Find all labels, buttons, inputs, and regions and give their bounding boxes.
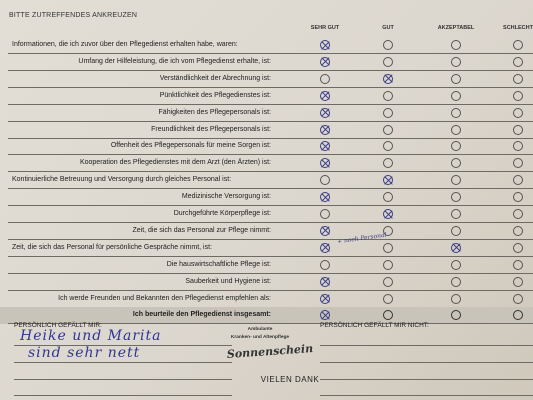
- row-label: Umfang der Hilfeleistung, die ich vom Pflegedienst erhalte, ist:: [78, 57, 271, 65]
- rating-row: [0, 155, 533, 172]
- row-label: Ich werde Freunden und Bekannten den Pflegedienst empfehlen als:: [58, 294, 271, 302]
- row-label: Offenheit des Pflegepersonals für meine Sorgen ist:: [110, 142, 271, 150]
- rating-option-akzeptabel[interactable]: [451, 125, 461, 135]
- rating-option-schlecht[interactable]: [513, 192, 523, 202]
- rating-option-sehr-gut[interactable]: [320, 108, 330, 118]
- rating-option-sehr-gut[interactable]: [320, 91, 330, 101]
- rating-option-schlecht[interactable]: [513, 91, 523, 101]
- rating-option-schlecht[interactable]: [513, 125, 523, 135]
- dislikes-line-4: [320, 395, 533, 396]
- row-label: Kontinuierliche Betreuung und Versorgung durch gleiches Personal ist:: [12, 176, 232, 184]
- rating-row: [0, 71, 533, 88]
- rating-row: [0, 257, 533, 274]
- rating-option-akzeptabel[interactable]: [451, 91, 461, 101]
- rating-option-akzeptabel[interactable]: [451, 209, 461, 219]
- rating-option-gut[interactable]: [383, 310, 393, 320]
- dislikes-line-1: [320, 345, 533, 346]
- likes-line-4: [14, 395, 232, 396]
- column-schlecht: SCHLECHT: [503, 25, 533, 31]
- rating-row: [0, 138, 533, 155]
- rating-option-sehr-gut[interactable]: [320, 192, 330, 202]
- rating-option-akzeptabel[interactable]: [451, 57, 461, 67]
- column-akzeptabel: AKZEPTABEL: [437, 25, 475, 31]
- row-label: Verständlichkeit der Abrechnung ist:: [159, 74, 271, 82]
- rating-option-gut[interactable]: [383, 57, 393, 67]
- rating-option-sehr-gut[interactable]: [320, 294, 330, 304]
- stamp-name: Sonnenschein: [226, 342, 314, 361]
- rating-row: [0, 240, 533, 257]
- likes-line-2: [14, 362, 232, 363]
- rating-option-gut[interactable]: [383, 192, 393, 202]
- row-label: Zeit, die sich das Personal für persönliche Gespräche nimmt, ist:: [12, 243, 212, 251]
- handwritten-note: + noch Personal: [336, 231, 387, 246]
- rating-option-akzeptabel[interactable]: [451, 310, 461, 320]
- row-label: Sauberkeit und Hygiene ist:: [185, 277, 271, 285]
- rating-option-gut[interactable]: [383, 294, 393, 304]
- rating-row: [0, 206, 533, 223]
- row-label: Zeit, die sich das Personal zur Pflege nimmt:: [132, 226, 271, 234]
- rating-row: [0, 189, 533, 206]
- rating-option-schlecht[interactable]: [513, 226, 523, 236]
- rating-option-sehr-gut[interactable]: [320, 226, 330, 236]
- rating-option-gut[interactable]: [383, 141, 393, 151]
- dislikes-title: PERSÖNLICH GEFÄLLT MIR NICHT:: [320, 322, 429, 329]
- rating-option-akzeptabel[interactable]: [451, 226, 461, 236]
- rating-option-sehr-gut[interactable]: [320, 158, 330, 168]
- column-gut: GUT: [382, 25, 394, 31]
- rating-option-schlecht[interactable]: [513, 40, 523, 50]
- stamp-line-2: Kranken- und Altenpflege: [230, 335, 290, 340]
- rating-option-sehr-gut[interactable]: [320, 57, 330, 67]
- rating-row: [0, 37, 533, 54]
- rating-option-akzeptabel[interactable]: [451, 294, 461, 304]
- row-label: Durchgeführte Körperpflege ist:: [173, 210, 271, 217]
- rating-option-gut[interactable]: [383, 260, 393, 270]
- rating-row: [0, 274, 533, 291]
- rating-option-gut[interactable]: [383, 158, 393, 168]
- dislikes-line-2: [320, 362, 533, 363]
- rating-option-schlecht[interactable]: [513, 243, 523, 253]
- rating-row: [0, 223, 533, 240]
- rating-option-akzeptabel[interactable]: [451, 158, 461, 168]
- row-label: Freundlichkeit des Pflegepersonals ist:: [151, 125, 271, 133]
- rating-option-sehr-gut[interactable]: [320, 260, 330, 270]
- rating-option-gut[interactable]: [383, 277, 393, 287]
- rating-option-sehr-gut[interactable]: [320, 209, 330, 219]
- rating-option-schlecht[interactable]: [513, 175, 523, 185]
- rating-option-akzeptabel[interactable]: [451, 243, 461, 253]
- rating-option-sehr-gut[interactable]: [320, 243, 330, 253]
- rating-option-schlecht[interactable]: [513, 108, 523, 118]
- rating-row: [0, 172, 533, 189]
- rating-option-sehr-gut[interactable]: [320, 74, 330, 84]
- rating-row: [0, 54, 533, 71]
- column-sehr-gut: SEHR GUT: [310, 25, 340, 31]
- handwriting-line-1: Heike und Marita: [20, 328, 162, 344]
- form-title: BITTE ZUTREFFENDES ANKREUZEN: [9, 12, 138, 19]
- rating-option-sehr-gut[interactable]: [320, 277, 330, 287]
- row-label: Informationen, die ich zuvor über den Pflegedienst erhalten habe, waren:: [12, 41, 238, 48]
- rating-option-akzeptabel[interactable]: [451, 277, 461, 287]
- row-label: Ich beurteile den Pflegedienst insgesamt:: [132, 311, 271, 319]
- rating-option-akzeptabel[interactable]: [451, 260, 461, 270]
- rating-option-sehr-gut[interactable]: [320, 141, 330, 151]
- rating-option-gut[interactable]: [383, 209, 393, 219]
- rating-option-akzeptabel[interactable]: [451, 175, 461, 185]
- rating-option-gut[interactable]: [383, 40, 393, 50]
- rating-option-akzeptabel[interactable]: [451, 141, 461, 151]
- row-label: Fähigkeiten des Pflegepersonals ist:: [158, 108, 271, 116]
- row-label: Kooperation des Pflegedienstes mit dem Arzt (den Ärzten) ist:: [79, 159, 271, 167]
- rating-option-sehr-gut[interactable]: [320, 40, 330, 50]
- rating-option-akzeptabel[interactable]: [451, 108, 461, 118]
- row-label: Pünktlichkeit des Pflegedienstes ist:: [159, 91, 271, 99]
- handwriting-line-2: sind sehr nett: [28, 345, 141, 361]
- rating-option-schlecht[interactable]: [513, 277, 523, 287]
- stamp-line-1: Ambulante: [247, 327, 273, 332]
- rating-option-gut[interactable]: [383, 125, 393, 135]
- likes-line-3: [14, 379, 232, 380]
- rating-option-schlecht[interactable]: [513, 158, 523, 168]
- rating-row: [0, 88, 533, 105]
- rating-option-sehr-gut[interactable]: [320, 310, 330, 320]
- rating-option-schlecht[interactable]: [513, 141, 523, 151]
- rating-row: [0, 122, 533, 139]
- rating-option-schlecht[interactable]: [513, 57, 523, 67]
- rating-row: [0, 105, 533, 122]
- row-label: Die hauswirtschaftliche Pflege ist:: [166, 260, 271, 268]
- likes-title: PERSÖNLICH GEFÄLLT MIR:: [14, 322, 102, 329]
- rating-option-gut[interactable]: [383, 108, 393, 118]
- rating-option-schlecht[interactable]: [513, 310, 523, 320]
- rating-option-akzeptabel[interactable]: [451, 74, 461, 84]
- rating-option-schlecht[interactable]: [513, 294, 523, 304]
- rating-option-sehr-gut[interactable]: [320, 175, 330, 185]
- rating-option-akzeptabel[interactable]: [451, 192, 461, 202]
- rating-option-gut[interactable]: [383, 74, 393, 84]
- rating-option-gut[interactable]: [383, 91, 393, 101]
- rating-option-akzeptabel[interactable]: [451, 40, 461, 50]
- rating-row: [0, 291, 533, 308]
- rating-option-schlecht[interactable]: [513, 74, 523, 84]
- rating-option-gut[interactable]: [383, 243, 393, 253]
- row-label: Medizinische Versorgung ist:: [181, 193, 271, 201]
- rating-option-schlecht[interactable]: [513, 260, 523, 270]
- rating-option-gut[interactable]: [383, 175, 393, 185]
- rating-option-sehr-gut[interactable]: [320, 125, 330, 135]
- rating-option-schlecht[interactable]: [513, 209, 523, 219]
- dislikes-line-3: [320, 379, 533, 380]
- thanks-text: VIELEN DANK: [260, 375, 320, 384]
